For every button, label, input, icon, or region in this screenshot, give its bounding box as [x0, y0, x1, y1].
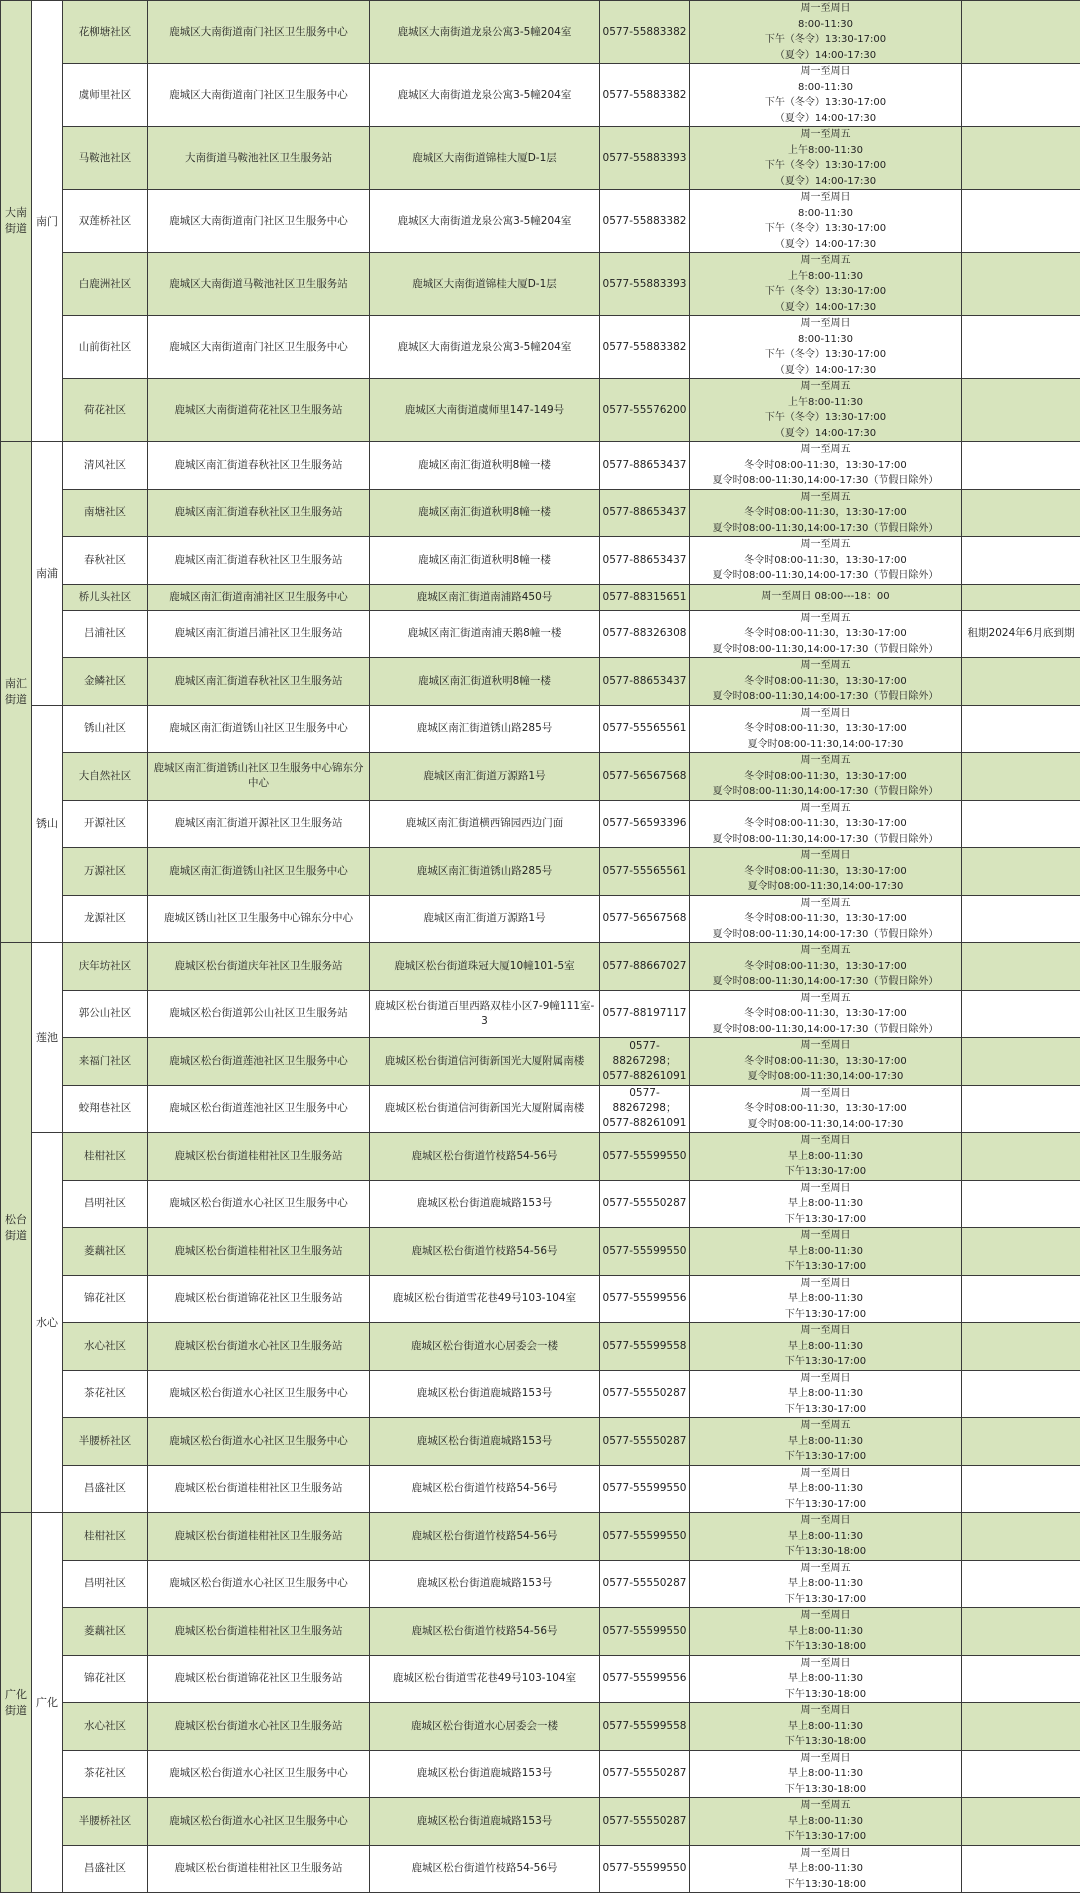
service-center-cell: 鹿城区松台街道桂柑社区卫生服务站 — [148, 1608, 370, 1656]
community-cell: 水心社区 — [63, 1323, 148, 1371]
phone-cell: 0577-88653437 — [600, 658, 690, 706]
service-center-cell: 鹿城区松台街道水心社区卫生服务中心 — [148, 1370, 370, 1418]
hours-cell: 周一至周五 冬令时08:00-11:30，13:30-17:00 夏令时08:00-11:30,14:00-17:30（节假日除外） — [690, 895, 962, 943]
table-row — [1, 895, 1080, 943]
address-cell: 鹿城区松台街道鹿城路153号 — [370, 1370, 600, 1418]
service-center-cell: 鹿城区南汇街道锈山社区卫生服务中心锦东分中心 — [148, 753, 370, 801]
phone-cell: 0577-55599550 — [600, 1513, 690, 1561]
note-cell — [962, 753, 1080, 801]
hours-cell: 周一至周五 冬令时08:00-11:30，13:30-17:00 夏令时08:00-11:30,14:00-17:30（节假日除外） — [690, 800, 962, 848]
table-row — [1, 848, 1080, 896]
service-center-cell: 鹿城区锈山社区卫生服务中心锦东分中心 — [148, 895, 370, 943]
phone-cell: 0577-56567568 — [600, 753, 690, 801]
community-cell: 昌盛社区 — [63, 1845, 148, 1893]
note-cell — [962, 489, 1080, 537]
address-cell: 鹿城区南汇街道秋明8幢一楼 — [370, 442, 600, 490]
hours-cell: 周一至周五 早上8:00-11:30 下午13:30-17:00 — [690, 1560, 962, 1608]
hours-cell: 周一至周五 早上8:00-11:30 下午13:30-17:00 — [690, 1418, 962, 1466]
hours-cell: 周一至周日 早上8:00-11:30 下午13:30-18:00 — [690, 1655, 962, 1703]
address-cell: 鹿城区松台街道雪花巷49号103-104室 — [370, 1655, 600, 1703]
hours-cell: 周一至周日 冬令时08:00-11:30，13:30-17:00 夏令时08:00-11:30,14:00-17:30 — [690, 705, 962, 753]
note-cell — [962, 1228, 1080, 1276]
address-cell: 鹿城区松台街道竹枝路54-56号 — [370, 1228, 600, 1276]
service-center-cell: 鹿城区松台街道庆年社区卫生服务站 — [148, 943, 370, 991]
street-cell: 南汇 街道 — [1, 442, 32, 943]
phone-cell: 0577-88653437 — [600, 489, 690, 537]
community-cell: 白鹿洲社区 — [63, 253, 148, 316]
note-cell — [962, 658, 1080, 706]
community-cell: 昌盛社区 — [63, 1465, 148, 1513]
community-cell: 茶花社区 — [63, 1370, 148, 1418]
community-cell: 荷花社区 — [63, 379, 148, 442]
phone-cell: 0577-88326308 — [600, 610, 690, 658]
phone-cell: 0577-55599550 — [600, 1845, 690, 1893]
note-cell — [962, 190, 1080, 253]
street-cell: 广化 街道 — [1, 1513, 32, 1893]
phone-cell: 0577-55599550 — [600, 1133, 690, 1181]
address-cell: 鹿城区南汇街道万源路1号 — [370, 753, 600, 801]
note-cell — [962, 1085, 1080, 1133]
address-cell: 鹿城区松台街道水心居委会一楼 — [370, 1323, 600, 1371]
address-cell: 鹿城区松台街道竹枝路54-56号 — [370, 1133, 600, 1181]
address-cell: 鹿城区松台街道竹枝路54-56号 — [370, 1608, 600, 1656]
note-cell — [962, 705, 1080, 753]
phone-cell: 0577-55550287 — [600, 1418, 690, 1466]
community-cell: 南塘社区 — [63, 489, 148, 537]
note-cell — [962, 1608, 1080, 1656]
hours-cell: 周一至周日 早上8:00-11:30 下午13:30-17:00 — [690, 1275, 962, 1323]
community-cell: 来福门社区 — [63, 1038, 148, 1086]
service-center-cell: 鹿城区大南街道南门社区卫生服务中心 — [148, 64, 370, 127]
service-center-cell: 大南街道马鞍池社区卫生服务站 — [148, 127, 370, 190]
service-center-cell: 鹿城区松台街道水心社区卫生服务站 — [148, 1323, 370, 1371]
note-cell — [962, 1655, 1080, 1703]
table-row — [1, 1, 1080, 64]
note-cell — [962, 1560, 1080, 1608]
address-cell: 鹿城区南汇街道秋明8幢一楼 — [370, 658, 600, 706]
hours-cell: 周一至周日 8:00-11:30 下午（冬令）13:30-17:00 （夏令）14:00-17:30 — [690, 190, 962, 253]
table-row — [1, 1370, 1080, 1418]
service-center-cell: 鹿城区松台街道水心社区卫生服务中心 — [148, 1798, 370, 1846]
note-cell — [962, 584, 1080, 610]
hours-cell: 周一至周日 早上8:00-11:30 下午13:30-17:00 — [690, 1228, 962, 1276]
phone-cell: 0577-55883382 — [600, 190, 690, 253]
note-cell — [962, 127, 1080, 190]
table-row — [1, 1038, 1080, 1086]
community-cell: 虞师里社区 — [63, 64, 148, 127]
service-center-cell: 鹿城区南汇街道开源社区卫生服务站 — [148, 800, 370, 848]
table-row — [1, 537, 1080, 585]
table-row — [1, 943, 1080, 991]
community-cell: 开源社区 — [63, 800, 148, 848]
service-center-cell: 鹿城区松台街道莲池社区卫生服务中心 — [148, 1085, 370, 1133]
table-row — [1, 1275, 1080, 1323]
address-cell: 鹿城区南汇街道秋明8幢一楼 — [370, 537, 600, 585]
service-center-cell: 鹿城区松台街道锦花社区卫生服务站 — [148, 1275, 370, 1323]
hours-cell: 周一至周五 冬令时08:00-11:30，13:30-17:00 夏令时08:00-11:30,14:00-17:30（节假日除外） — [690, 658, 962, 706]
address-cell: 鹿城区大南街道龙泉公寓3-5幢204室 — [370, 1, 600, 64]
address-cell: 鹿城区大南街道锦桂大厦D-1层 — [370, 127, 600, 190]
service-center-cell: 鹿城区松台街道水心社区卫生服务中心 — [148, 1180, 370, 1228]
address-cell: 鹿城区松台街道鹿城路153号 — [370, 1418, 600, 1466]
address-cell: 鹿城区南汇街道南浦天鹅8幢一楼 — [370, 610, 600, 658]
address-cell: 鹿城区南汇街道横西锦园西边门面 — [370, 800, 600, 848]
hours-cell: 周一至周五 冬令时08:00-11:30，13:30-17:00 夏令时08:00-11:30,14:00-17:30（节假日除外） — [690, 489, 962, 537]
note-cell — [962, 1703, 1080, 1751]
community-cell: 昌明社区 — [63, 1180, 148, 1228]
table-row — [1, 489, 1080, 537]
community-cell: 昌明社区 — [63, 1560, 148, 1608]
community-cell: 山前街社区 — [63, 316, 148, 379]
address-cell: 鹿城区松台街道鹿城路153号 — [370, 1750, 600, 1798]
service-center-cell: 鹿城区南汇街道春秋社区卫生服务站 — [148, 537, 370, 585]
hours-cell: 周一至周日 早上8:00-11:30 下午13:30-18:00 — [690, 1845, 962, 1893]
service-center-cell: 鹿城区松台街道水心社区卫生服务中心 — [148, 1560, 370, 1608]
service-center-cell: 鹿城区南汇街道锈山社区卫生服务中心 — [148, 705, 370, 753]
community-cell: 桂柑社区 — [63, 1513, 148, 1561]
phone-cell: 0577-56593396 — [600, 800, 690, 848]
address-cell: 鹿城区南汇街道南浦路450号 — [370, 584, 600, 610]
hours-cell: 周一至周日 8:00-11:30 下午（冬令）13:30-17:00 （夏令）14:00-17:30 — [690, 1, 962, 64]
phone-cell: 0577-55599558 — [600, 1323, 690, 1371]
note-cell — [962, 1370, 1080, 1418]
community-cell: 春秋社区 — [63, 537, 148, 585]
community-cell: 桥儿头社区 — [63, 584, 148, 610]
address-cell: 鹿城区大南街道虞师里147-149号 — [370, 379, 600, 442]
table-row — [1, 1418, 1080, 1466]
community-cell: 清风社区 — [63, 442, 148, 490]
phone-cell: 0577- 88267298； 0577-88261091 — [600, 1038, 690, 1086]
hours-cell: 周一至周日 早上8:00-11:30 下午13:30-17:00 — [690, 1465, 962, 1513]
address-cell: 鹿城区松台街道信河街新国光大厦附属南楼 — [370, 1085, 600, 1133]
community-cell: 茶花社区 — [63, 1750, 148, 1798]
hours-cell: 周一至周日 早上8:00-11:30 下午13:30-18:00 — [690, 1608, 962, 1656]
note-cell — [962, 64, 1080, 127]
table-row — [1, 1750, 1080, 1798]
address-cell: 鹿城区大南街道龙泉公寓3-5幢204室 — [370, 316, 600, 379]
service-center-cell: 鹿城区松台街道莲池社区卫生服务中心 — [148, 1038, 370, 1086]
table-row — [1, 1180, 1080, 1228]
phone-cell: 0577-88653437 — [600, 537, 690, 585]
phone-cell: 0577-55599556 — [600, 1655, 690, 1703]
phone-cell: 0577-55883382 — [600, 316, 690, 379]
phone-cell: 0577- 88267298； 0577-88261091 — [600, 1085, 690, 1133]
area-cell: 水心 — [32, 1133, 63, 1513]
service-center-cell: 鹿城区大南街道南门社区卫生服务中心 — [148, 1, 370, 64]
hours-cell: 周一至周日 冬令时08:00-11:30，13:30-17:00 夏令时08:00-11:30,14:00-17:30 — [690, 1038, 962, 1086]
community-cell: 菱藕社区 — [63, 1608, 148, 1656]
phone-cell: 0577-55550287 — [600, 1560, 690, 1608]
hours-cell: 周一至周五 冬令时08:00-11:30，13:30-17:00 夏令时08:00-11:30,14:00-17:30（节假日除外） — [690, 442, 962, 490]
address-cell: 鹿城区松台街道信河街新国光大厦附属南楼 — [370, 1038, 600, 1086]
table-row — [1, 253, 1080, 316]
table-row — [1, 1608, 1080, 1656]
hours-cell: 周一至周日 早上8:00-11:30 下午13:30-17:00 — [690, 1180, 962, 1228]
hours-cell: 周一至周日 早上8:00-11:30 下午13:30-17:00 — [690, 1323, 962, 1371]
hours-cell: 周一至周五 上午8:00-11:30 下午（冬令）13:30-17:00 （夏令）14:00-17:30 — [690, 379, 962, 442]
table-row — [1, 584, 1080, 610]
service-center-cell: 鹿城区大南街道荷花社区卫生服务站 — [148, 379, 370, 442]
community-cell: 半腰桥社区 — [63, 1418, 148, 1466]
community-cell: 庆年坊社区 — [63, 943, 148, 991]
phone-cell: 0577-55883382 — [600, 64, 690, 127]
address-cell: 鹿城区松台街道百里西路双桂小区7-9幢111室-3 — [370, 990, 600, 1038]
service-center-cell: 鹿城区南汇街道吕浦社区卫生服务站 — [148, 610, 370, 658]
note-cell — [962, 1323, 1080, 1371]
phone-cell: 0577-88667027 — [600, 943, 690, 991]
service-center-cell: 鹿城区南汇街道春秋社区卫生服务站 — [148, 489, 370, 537]
phone-cell: 0577-55565561 — [600, 848, 690, 896]
table-row — [1, 127, 1080, 190]
table-row — [1, 1798, 1080, 1846]
table-row — [1, 379, 1080, 442]
table-row — [1, 1085, 1080, 1133]
hours-cell: 周一至周五 冬令时08:00-11:30，13:30-17:00 夏令时08:00-11:30,14:00-17:30（节假日除外） — [690, 610, 962, 658]
table-row — [1, 1655, 1080, 1703]
note-cell — [962, 1513, 1080, 1561]
phone-cell: 0577-88197117 — [600, 990, 690, 1038]
address-cell: 鹿城区南汇街道秋明8幢一楼 — [370, 489, 600, 537]
hours-cell: 周一至周日 早上8:00-11:30 下午13:30-18:00 — [690, 1703, 962, 1751]
street-cell: 大南 街道 — [1, 1, 32, 442]
hours-cell: 周一至周日 8:00-11:30 下午（冬令）13:30-17:00 （夏令）14:00-17:30 — [690, 316, 962, 379]
service-center-cell: 鹿城区松台街道桂柑社区卫生服务站 — [148, 1845, 370, 1893]
hours-cell: 周一至周五 上午8:00-11:30 下午（冬令）13:30-17:00 （夏令）14:00-17:30 — [690, 127, 962, 190]
table-row — [1, 442, 1080, 490]
community-cell: 锦花社区 — [63, 1655, 148, 1703]
community-cell: 桂柑社区 — [63, 1133, 148, 1181]
phone-cell: 0577-55883393 — [600, 253, 690, 316]
service-center-cell: 鹿城区松台街道水心社区卫生服务中心 — [148, 1418, 370, 1466]
hours-cell: 周一至周日 8:00-11:30 下午（冬令）13:30-17:00 （夏令）14:00-17:30 — [690, 64, 962, 127]
area-cell: 莲池 — [32, 943, 63, 1133]
community-cell: 锈山社区 — [63, 705, 148, 753]
table-row — [1, 1133, 1080, 1181]
note-cell — [962, 1038, 1080, 1086]
community-cell: 锦花社区 — [63, 1275, 148, 1323]
street-cell: 松台 街道 — [1, 943, 32, 1513]
phone-cell: 0577-88315651 — [600, 584, 690, 610]
address-cell: 鹿城区大南街道锦桂大厦D-1层 — [370, 253, 600, 316]
phone-cell: 0577-56567568 — [600, 895, 690, 943]
note-cell — [962, 800, 1080, 848]
community-cell: 大自然社区 — [63, 753, 148, 801]
hours-cell: 周一至周日 早上8:00-11:30 下午13:30-18:00 — [690, 1750, 962, 1798]
phone-cell: 0577-55550287 — [600, 1370, 690, 1418]
phone-cell: 0577-55550287 — [600, 1798, 690, 1846]
phone-cell: 0577-55550287 — [600, 1180, 690, 1228]
table-row — [1, 190, 1080, 253]
address-cell: 鹿城区松台街道雪花巷49号103-104室 — [370, 1275, 600, 1323]
area-cell: 锈山 — [32, 705, 63, 943]
service-center-cell: 鹿城区松台街道桂柑社区卫生服务站 — [148, 1133, 370, 1181]
service-center-cell: 鹿城区南汇街道南浦社区卫生服务中心 — [148, 584, 370, 610]
note-cell — [962, 1418, 1080, 1466]
table-row — [1, 800, 1080, 848]
service-center-cell: 鹿城区南汇街道春秋社区卫生服务站 — [148, 442, 370, 490]
table-row — [1, 1323, 1080, 1371]
phone-cell: 0577-55565561 — [600, 705, 690, 753]
phone-cell: 0577-55883393 — [600, 127, 690, 190]
hours-cell: 周一至周五 冬令时08:00-11:30，13:30-17:00 夏令时08:00-11:30,14:00-17:30（节假日除外） — [690, 753, 962, 801]
community-cell: 万源社区 — [63, 848, 148, 896]
table-row — [1, 1845, 1080, 1893]
area-cell: 广化 — [32, 1513, 63, 1893]
note-cell — [962, 253, 1080, 316]
table-row — [1, 990, 1080, 1038]
service-center-cell: 鹿城区南汇街道春秋社区卫生服务站 — [148, 658, 370, 706]
community-cell: 蛟翔巷社区 — [63, 1085, 148, 1133]
phone-cell: 0577-55883382 — [600, 1, 690, 64]
hours-cell: 周一至周日 冬令时08:00-11:30，13:30-17:00 夏令时08:00-11:30,14:00-17:30 — [690, 1085, 962, 1133]
note-cell — [962, 379, 1080, 442]
address-cell: 鹿城区松台街道竹枝路54-56号 — [370, 1513, 600, 1561]
note-cell — [962, 1750, 1080, 1798]
table-row — [1, 705, 1080, 753]
address-cell: 鹿城区大南街道龙泉公寓3-5幢204室 — [370, 190, 600, 253]
area-cell: 南浦 — [32, 442, 63, 706]
area-cell: 南门 — [32, 1, 63, 442]
phone-cell: 0577-55576200 — [600, 379, 690, 442]
community-cell: 龙源社区 — [63, 895, 148, 943]
note-cell — [962, 1180, 1080, 1228]
phone-cell: 0577-88653437 — [600, 442, 690, 490]
service-center-cell: 鹿城区大南街道南门社区卫生服务中心 — [148, 190, 370, 253]
table-row — [1, 64, 1080, 127]
community-cell: 金鳞社区 — [63, 658, 148, 706]
address-cell: 鹿城区松台街道鹿城路153号 — [370, 1180, 600, 1228]
service-center-cell: 鹿城区松台街道桂柑社区卫生服务站 — [148, 1228, 370, 1276]
service-center-cell: 鹿城区大南街道马鞍池社区卫生服务站 — [148, 253, 370, 316]
service-center-cell: 鹿城区松台街道锦花社区卫生服务站 — [148, 1655, 370, 1703]
table-row — [1, 1513, 1080, 1561]
community-cell: 水心社区 — [63, 1703, 148, 1751]
service-center-cell: 鹿城区松台街道郭公山社区卫生服务站 — [148, 990, 370, 1038]
address-cell: 鹿城区大南街道龙泉公寓3-5幢204室 — [370, 64, 600, 127]
table-row — [1, 1703, 1080, 1751]
note-cell — [962, 990, 1080, 1038]
address-cell: 鹿城区松台街道鹿城路153号 — [370, 1560, 600, 1608]
note-cell — [962, 1, 1080, 64]
address-cell: 鹿城区松台街道水心居委会一楼 — [370, 1703, 600, 1751]
table-body — [1, 1, 1080, 1893]
table-row — [1, 1465, 1080, 1513]
community-cell: 马鞍池社区 — [63, 127, 148, 190]
note-cell — [962, 943, 1080, 991]
community-cell: 吕浦社区 — [63, 610, 148, 658]
phone-cell: 0577-55599550 — [600, 1465, 690, 1513]
address-cell: 鹿城区南汇街道锈山路285号 — [370, 848, 600, 896]
community-cell: 双莲桥社区 — [63, 190, 148, 253]
table-row — [1, 610, 1080, 658]
hours-cell: 周一至周日 早上8:00-11:30 下午13:30-17:00 — [690, 1370, 962, 1418]
hours-cell: 周一至周日 早上8:00-11:30 下午13:30-18:00 — [690, 1513, 962, 1561]
service-center-cell: 鹿城区松台街道水心社区卫生服务中心 — [148, 1750, 370, 1798]
address-cell: 鹿城区南汇街道锈山路285号 — [370, 705, 600, 753]
note-cell — [962, 1133, 1080, 1181]
service-center-cell: 鹿城区松台街道桂柑社区卫生服务站 — [148, 1513, 370, 1561]
service-center-cell: 鹿城区松台街道桂柑社区卫生服务站 — [148, 1465, 370, 1513]
phone-cell: 0577-55550287 — [600, 1750, 690, 1798]
note-cell — [962, 895, 1080, 943]
note-cell — [962, 1845, 1080, 1893]
table-row — [1, 1560, 1080, 1608]
hours-cell: 周一至周五 冬令时08:00-11:30，13:30-17:00 夏令时08:00-11:30,14:00-17:30（节假日除外） — [690, 943, 962, 991]
hours-cell: 周一至周日 冬令时08:00-11:30，13:30-17:00 夏令时08:00-11:30,14:00-17:30 — [690, 848, 962, 896]
table-row — [1, 753, 1080, 801]
hours-cell: 周一至周五 上午8:00-11:30 下午（冬令）13:30-17:00 （夏令）14:00-17:30 — [690, 253, 962, 316]
hours-cell: 周一至周五 早上8:00-11:30 下午13:30-17:00 — [690, 1798, 962, 1846]
phone-cell: 0577-55599556 — [600, 1275, 690, 1323]
note-cell — [962, 316, 1080, 379]
table-row — [1, 316, 1080, 379]
address-cell: 鹿城区松台街道竹枝路54-56号 — [370, 1845, 600, 1893]
note-cell — [962, 848, 1080, 896]
hours-cell: 周一至周日 08:00---18：00 — [690, 584, 962, 610]
service-center-cell: 鹿城区松台街道水心社区卫生服务站 — [148, 1703, 370, 1751]
address-cell: 鹿城区南汇街道万源路1号 — [370, 895, 600, 943]
community-cell: 郭公山社区 — [63, 990, 148, 1038]
phone-cell: 0577-55599550 — [600, 1228, 690, 1276]
phone-cell: 0577-55599550 — [600, 1608, 690, 1656]
address-cell: 鹿城区松台街道鹿城路153号 — [370, 1798, 600, 1846]
table-row — [1, 1228, 1080, 1276]
note-cell — [962, 1465, 1080, 1513]
note-cell — [962, 1798, 1080, 1846]
hours-cell: 周一至周五 冬令时08:00-11:30，13:30-17:00 夏令时08:00-11:30,14:00-17:30（节假日除外） — [690, 537, 962, 585]
service-center-cell: 鹿城区大南街道南门社区卫生服务中心 — [148, 316, 370, 379]
table-row — [1, 658, 1080, 706]
hours-cell: 周一至周五 冬令时08:00-11:30，13:30-17:00 夏令时08:00-11:30,14:00-17:30（节假日除外） — [690, 990, 962, 1038]
note-cell: 租期2024年6月底到期 — [962, 610, 1080, 658]
address-cell: 鹿城区松台街道竹枝路54-56号 — [370, 1465, 600, 1513]
note-cell — [962, 537, 1080, 585]
community-cell: 花柳塘社区 — [63, 1, 148, 64]
community-cell: 菱藕社区 — [63, 1228, 148, 1276]
community-cell: 半腰桥社区 — [63, 1798, 148, 1846]
phone-cell: 0577-55599558 — [600, 1703, 690, 1751]
note-cell — [962, 442, 1080, 490]
address-cell: 鹿城区松台街道珠冠大厦10幢101-5室 — [370, 943, 600, 991]
hours-cell: 周一至周日 早上8:00-11:30 下午13:30-17:00 — [690, 1133, 962, 1181]
note-cell — [962, 1275, 1080, 1323]
service-center-cell: 鹿城区南汇街道锈山社区卫生服务中心 — [148, 848, 370, 896]
